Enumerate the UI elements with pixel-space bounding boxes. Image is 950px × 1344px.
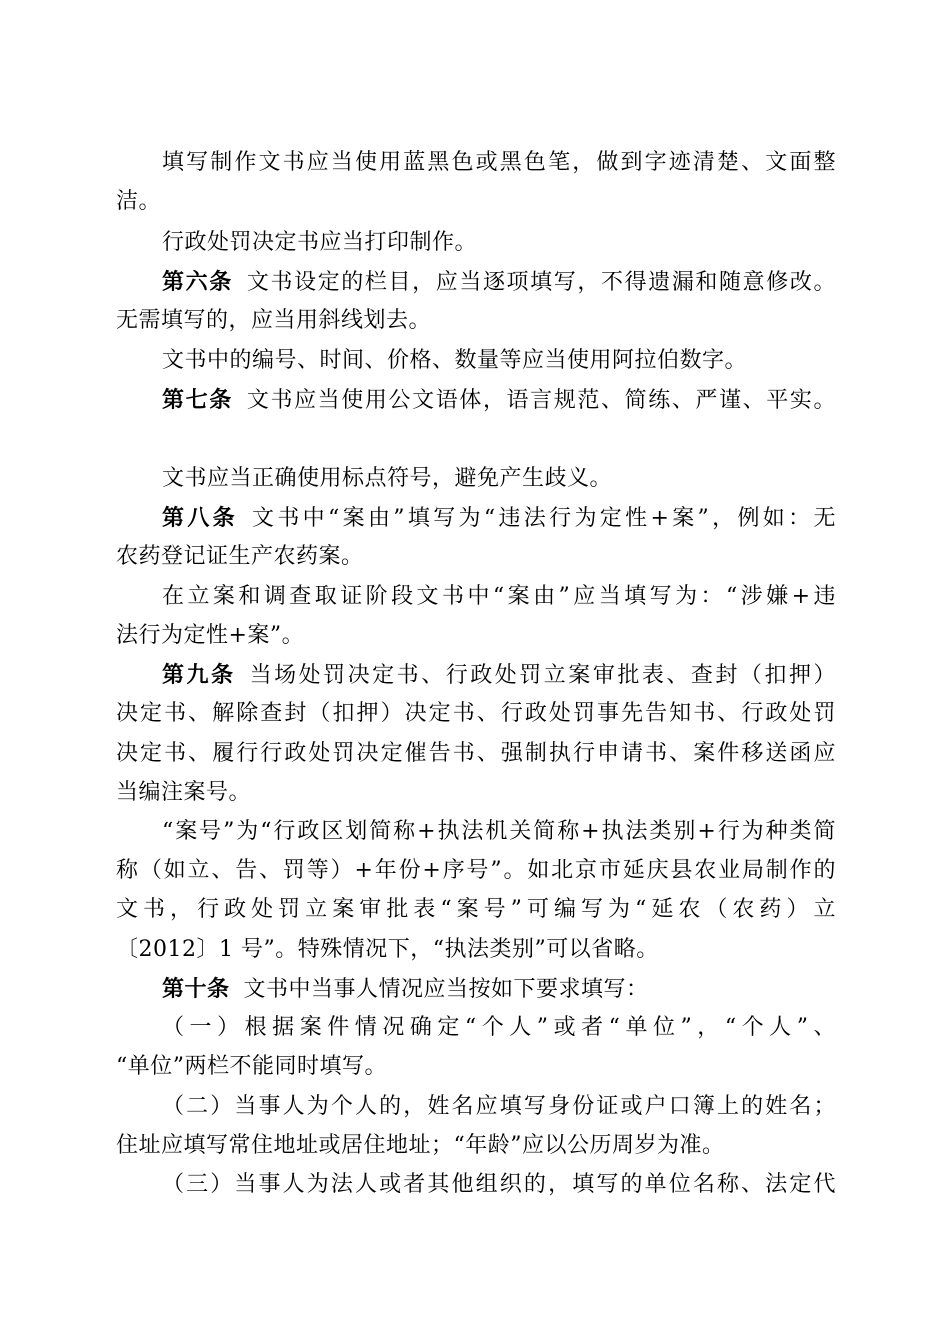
- paragraph-line: 决定书、履行行政处罚决定催告书、强制执行申请书、案件移送函应: [116, 741, 836, 766]
- paragraph-line: 决定书、解除查封（扣押）决定书、行政处罚事先告知书、行政处罚: [116, 701, 836, 726]
- paragraph-line: 行政处罚决定书应当打印制作。: [162, 230, 478, 255]
- paragraph-line: 文书应当正确使用标点符号，避免产生歧义。: [162, 466, 613, 491]
- paragraph-line: 〔2012〕1 号”。特殊情况下，“执法类别”可以省略。: [116, 937, 659, 962]
- paragraph-line: 第十条 文书中当事人情况应当按如下要求填写：: [162, 976, 649, 1002]
- article-heading: 第七条: [162, 387, 233, 413]
- article-heading: 第十条: [162, 976, 230, 1002]
- paragraph-line: 文书中的编号、时间、价格、数量等应当使用阿拉伯数字。: [162, 348, 748, 373]
- paragraph-line: 农药登记证生产农药案。: [116, 544, 364, 569]
- paragraph-line: （三）当事人为法人或者其他组织的，填写的单位名称、法定代: [162, 1172, 836, 1197]
- article-heading: 第八条: [162, 505, 239, 531]
- paragraph-line: 文书，行政处罚立案审批表“案号”可编写为“延农（农药）立: [116, 897, 836, 922]
- paragraph-line: （二）当事人为个人的，姓名应填写身份证或户口簿上的姓名；: [162, 1094, 836, 1119]
- paragraph-line: 洁。: [116, 189, 162, 214]
- paragraph-line: 第八条 文书中“案由”填写为“违法行为定性+案”，例如：无: [162, 505, 836, 531]
- article-heading: 第六条: [162, 269, 233, 295]
- paragraph-line: 第七条 文书应当使用公文语体，语言规范、简练、严谨、平实。: [162, 387, 836, 413]
- paragraph-line: 填写制作文书应当使用蓝黑色或黑色笔，做到字迹清楚、文面整: [162, 150, 836, 175]
- paragraph-line: 在立案和调查取证阶段文书中“案由”应当填写为：“涉嫌+违: [162, 584, 836, 609]
- paragraph-line: “案号”为“行政区划简称+执法机关简称+执法类别+行为种类简: [162, 819, 836, 844]
- paragraph-line: 无需填写的，应当用斜线划去。: [116, 308, 432, 333]
- paragraph-line: 法行为定性+案”。: [116, 623, 305, 648]
- article-heading: 第九条: [162, 662, 236, 688]
- paragraph-line: “单位”两栏不能同时填写。: [116, 1054, 387, 1079]
- paragraph-line: （一）根据案件情况确定“个人”或者“单位”，“个人”、: [162, 1015, 836, 1040]
- paragraph-line: 第九条 当场处罚决定书、行政处罚立案审批表、查封（扣押）: [162, 662, 836, 688]
- paragraph-line: 称（如立、告、罚等）+年份+序号”。如北京市延庆县农业局制作的: [116, 858, 836, 883]
- paragraph-line: 住址应填写常住地址或居住地址；“年龄”应以公历周岁为准。: [116, 1133, 725, 1158]
- paragraph-line: 当编注案号。: [116, 780, 252, 805]
- paragraph-line: 第六条 文书设定的栏目，应当逐项填写，不得遗漏和随意修改。: [162, 269, 836, 295]
